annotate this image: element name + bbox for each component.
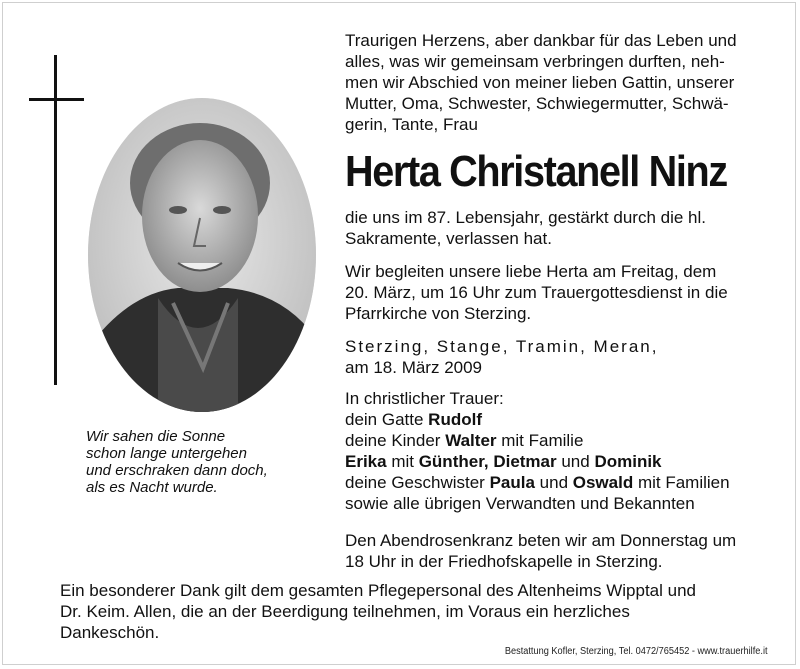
funeral-line: 20. März, um 16 Uhr zum Trauergottesdienst in die <box>345 283 728 302</box>
mourner-text: deine Geschwister <box>345 473 490 492</box>
mourner-name: Rudolf <box>428 410 482 429</box>
mourner-children-2 <box>345 451 775 472</box>
age-paragraph <box>345 207 775 249</box>
mourner-text: und <box>556 452 595 471</box>
intro-line: alles, was wir gemeinsam verbringen durften, neh- <box>345 52 725 71</box>
age-line: die uns im 87. Lebensjahr, gestärkt durch die hl. <box>345 208 706 227</box>
mourner-name: Erika <box>345 452 387 471</box>
rosary-line: 18 Uhr in der Friedhofskapelle in Sterzing. <box>345 552 663 571</box>
thanks-line: Dankeschön. <box>60 623 160 642</box>
thanks-paragraph <box>60 580 770 643</box>
mourner-name: Paula <box>489 473 535 492</box>
place-and-date <box>345 336 775 378</box>
thanks-line: Dr. Keim. Allen, die an der Beerdigung teilnehmen, im Voraus ein herzliches <box>60 602 630 621</box>
mourner-name: Günther, Dietmar <box>418 452 557 471</box>
mourner-siblings <box>345 472 775 493</box>
motto-line: Wir sahen die Sonne <box>86 428 226 445</box>
portrait-illustration <box>88 98 316 412</box>
mourner-text: mit Familie <box>496 431 584 450</box>
mourner-text: mit Familien <box>633 473 730 492</box>
funeral-line: Wir begleiten unsere liebe Herta am Freitag, dem <box>345 262 717 281</box>
mourner-spouse <box>345 409 775 430</box>
rosary-paragraph <box>345 530 775 572</box>
funeral-paragraph <box>345 261 775 324</box>
mourner-text: deine Kinder <box>345 431 446 450</box>
deceased-name: Herta Christanell Ninz <box>345 147 727 196</box>
places-line: Sterzing, Stange, Tramin, Meran, <box>345 337 659 356</box>
mourner-name: Walter <box>445 431 497 450</box>
mourners-heading: In christlicher Trauer: <box>345 389 504 408</box>
mourner-text: dein Gatte <box>345 410 429 429</box>
thanks-line: Ein besonderer Dank gilt dem gesamten Pflegepersonal des Altenheims Wipptal und <box>60 581 696 600</box>
mourner-name: Dominik <box>594 452 662 471</box>
mourner-name: Oswald <box>572 473 634 492</box>
intro-line: Traurigen Herzens, aber dankbar für das Leben und <box>345 31 737 50</box>
mourner-children <box>345 430 775 451</box>
cross-horizontal-bar <box>29 98 84 101</box>
motto-line: als es Nacht wurde. <box>86 479 218 496</box>
memorial-motto <box>86 428 316 496</box>
date-line: am 18. März 2009 <box>345 358 483 377</box>
main-text-column <box>345 30 775 572</box>
intro-paragraph <box>345 30 775 135</box>
portrait-photo <box>88 98 316 412</box>
intro-line: gerin, Tante, Frau <box>345 115 478 134</box>
intro-line: Mutter, Oma, Schwester, Schwiegermutter, Schwä- <box>345 94 729 113</box>
age-line: Sakramente, verlassen hat. <box>345 229 552 248</box>
cross-vertical-bar <box>54 55 57 385</box>
funeral-home-footer: Bestattung Kofler, Sterzing, Tel. 0472/765452 - www.trauerhilfe.it <box>505 646 768 657</box>
mourner-text: und <box>534 473 573 492</box>
mourners-list <box>345 388 775 514</box>
motto-line: und erschraken dann doch, <box>86 462 268 479</box>
mourner-relatives: sowie alle übrigen Verwandten und Bekannten <box>345 494 695 513</box>
motto-line: schon lange untergehen <box>86 445 247 462</box>
funeral-line: Pfarrkirche von Sterzing. <box>345 304 532 323</box>
mourner-text: mit <box>386 452 419 471</box>
rosary-line: Den Abendrosenkranz beten wir am Donnerstag um <box>345 531 737 550</box>
intro-line: men wir Abschied von meiner lieben Gattin, unserer <box>345 73 735 92</box>
